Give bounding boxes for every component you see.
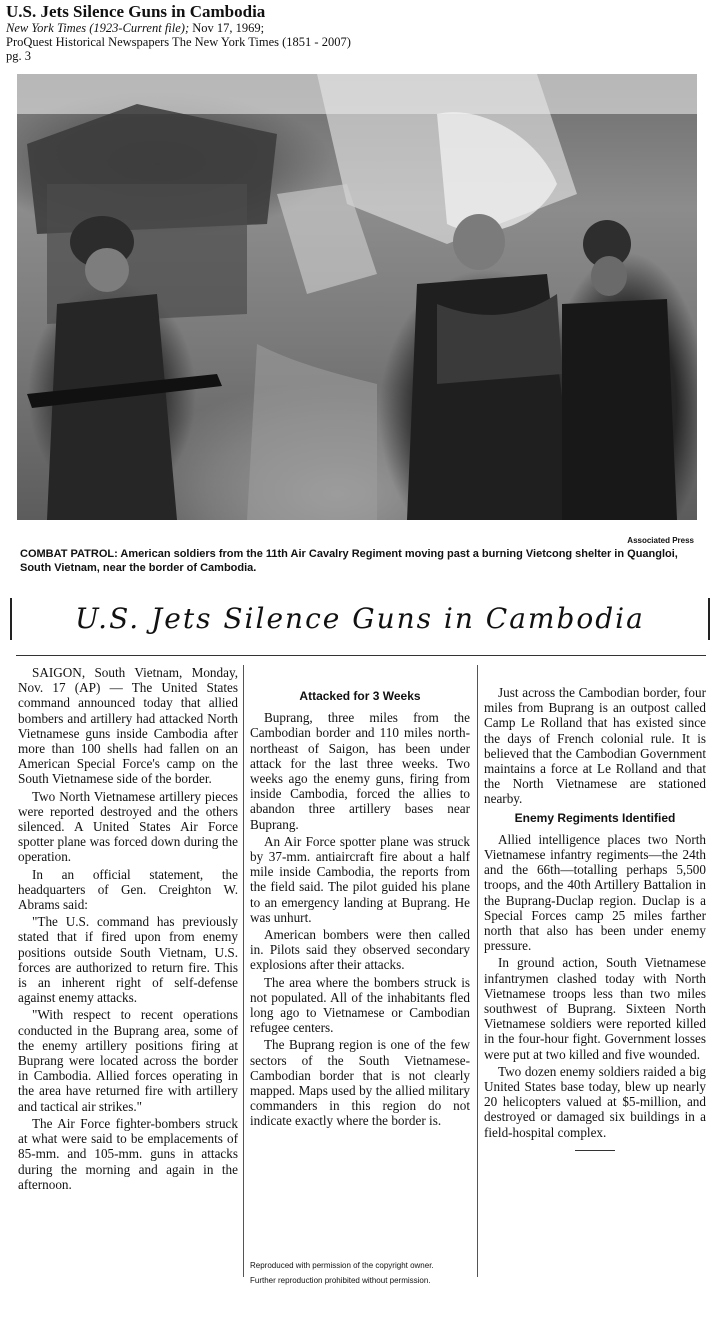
document-title: U.S. Jets Silence Guns in Cambodia bbox=[6, 2, 266, 21]
paragraph: The Buprang region is one of the few sectors of the South Vietnamese-Cambodian border that is not clearly mapped. Maps used by the allied military commanders in this region do not indicate exactly where the border is. bbox=[250, 1037, 470, 1129]
source-name: New York Times (1923-Current file); bbox=[6, 21, 190, 35]
copyright-line-2: Further reproduction prohibited without permission. bbox=[250, 1276, 431, 1285]
subhead: Enemy Regiments Identified bbox=[514, 810, 676, 825]
source-date: Nov 17, 1969; bbox=[192, 21, 265, 35]
end-rule bbox=[575, 1150, 615, 1151]
paragraph: SAIGON, South Vietnam, Monday, Nov. 17 (AP) — The United States command announced today that allied bombers and artillery had attacked North Vietnamese guns inside Cambodia after more than 100 shells had fallen on an American Special Force's camp on the South Vietnamese side of the border. bbox=[18, 665, 238, 787]
database-line: ProQuest Historical Newspapers The New York Times (1851 - 2007) bbox=[6, 35, 351, 49]
photo-caption: COMBAT PATROL: American soldiers from the 11th Air Cavalry Regiment moving past a burning Vietcong shelter in Quangloi, South Vietnam, near the border of Cambodia. bbox=[20, 548, 678, 574]
article-column-1 bbox=[18, 665, 238, 1194]
document-header bbox=[6, 2, 706, 63]
subhead: Attacked for 3 Weeks bbox=[299, 689, 421, 703]
article-headline: U.S. Jets Silence Guns in Cambodia bbox=[75, 602, 645, 635]
headline-rule bbox=[16, 655, 706, 656]
paragraph: American bombers were then called in. Pilots said they observed secondary explosions after their attacks. bbox=[250, 927, 470, 973]
page-number: pg. 3 bbox=[6, 49, 31, 63]
column-divider bbox=[243, 665, 244, 1277]
paragraph: In an official statement, the headquarters of Gen. Creighton W. Abrams said: bbox=[18, 866, 238, 913]
paragraph: Two dozen enemy soldiers raided a big United States base today, blew up nearly 20 helicopters valued at $5-million, and destroyed or damaged six buildings in a field-hospital complex. bbox=[484, 1063, 706, 1140]
paragraph: Just across the Cambodian border, four miles from Buprang is an outpost called Camp Le Rolland that has existed since the days of French colonial rule. It is believed that the Cambodian Government maintains a force at Le Rolland and that the North Vietnamese are stationed nearby. bbox=[484, 685, 706, 807]
paragraph: Allied intelligence places two North Vietnamese infantry regiments—the 24th and the 66th—totalling perhaps 5,500 troops, and the 40th Artillery Battalion in the Buprang-Duclap region. Duclap is a Special Forces camp 25 miles farther north that also has been under enemy pressure. bbox=[484, 831, 706, 954]
article-column-3 bbox=[484, 685, 706, 1151]
column-divider bbox=[477, 665, 478, 1277]
headline-box bbox=[10, 598, 710, 640]
paragraph: "The U.S. command has previously stated that if fired upon from enemy positions outside South Vietnam, U.S. forces are authorized to return fire. This is an inherent right of self-defense against enemy attacks. bbox=[18, 914, 238, 1006]
reproduction-notice bbox=[250, 1258, 434, 1288]
photo-credit: Associated Press bbox=[627, 536, 694, 545]
paragraph: Buprang, three miles from the Cambodian border and 110 miles north-northeast of Saigon, has been under attack for the last three weeks. Two weeks ago the enemy guns, firing from inside Cambodia, forced the allies to abandon three artillery bases near Buprang. bbox=[250, 710, 470, 832]
paragraph: An Air Force spotter plane was struck by 37-mm. antiaircraft fire about a half mile inside Cambodia, the reports from the field said. The pilot guided his plane to an emergency landing at Buprang. He was unhurt. bbox=[250, 833, 470, 925]
copyright-line-1: Reproduced with permission of the copyright owner. bbox=[250, 1261, 434, 1270]
paragraph: Two North Vietnamese artillery pieces were reported destroyed and the others silenced. A United States Air Force spotter plane was forced down during the operation. bbox=[18, 788, 238, 865]
paragraph: "With respect to recent operations conducted in the Buprang area, some of the enemy artillery positions firing at Buprang were located across the border in Cambodia. Allied forces operating in the area have returned fire with artillery and tactical air strikes." bbox=[18, 1007, 238, 1114]
photo-illustration bbox=[17, 74, 697, 520]
source-line bbox=[6, 21, 706, 35]
news-photo bbox=[17, 74, 697, 520]
paragraph: The area where the bombers struck is not populated. All of the inhabitants fled long ago to Vietnamese or Cambodian refugee centers. bbox=[250, 974, 470, 1036]
paragraph: The Air Force fighter-bombers struck at what were said to be emplacements of 85-mm. and 105-mm. guns in attacks during the morning and again in the afternoon. bbox=[18, 1115, 238, 1192]
paragraph: In ground action, South Vietnamese infantrymen clashed today with North Vietnamese troops less than two miles southwest of Buprang. Sixteen North Vietnamese soldiers were reported killed in the four-hour fight. Government losses were put at two killed and five wounded. bbox=[484, 955, 706, 1062]
article-column-2 bbox=[250, 685, 470, 1131]
